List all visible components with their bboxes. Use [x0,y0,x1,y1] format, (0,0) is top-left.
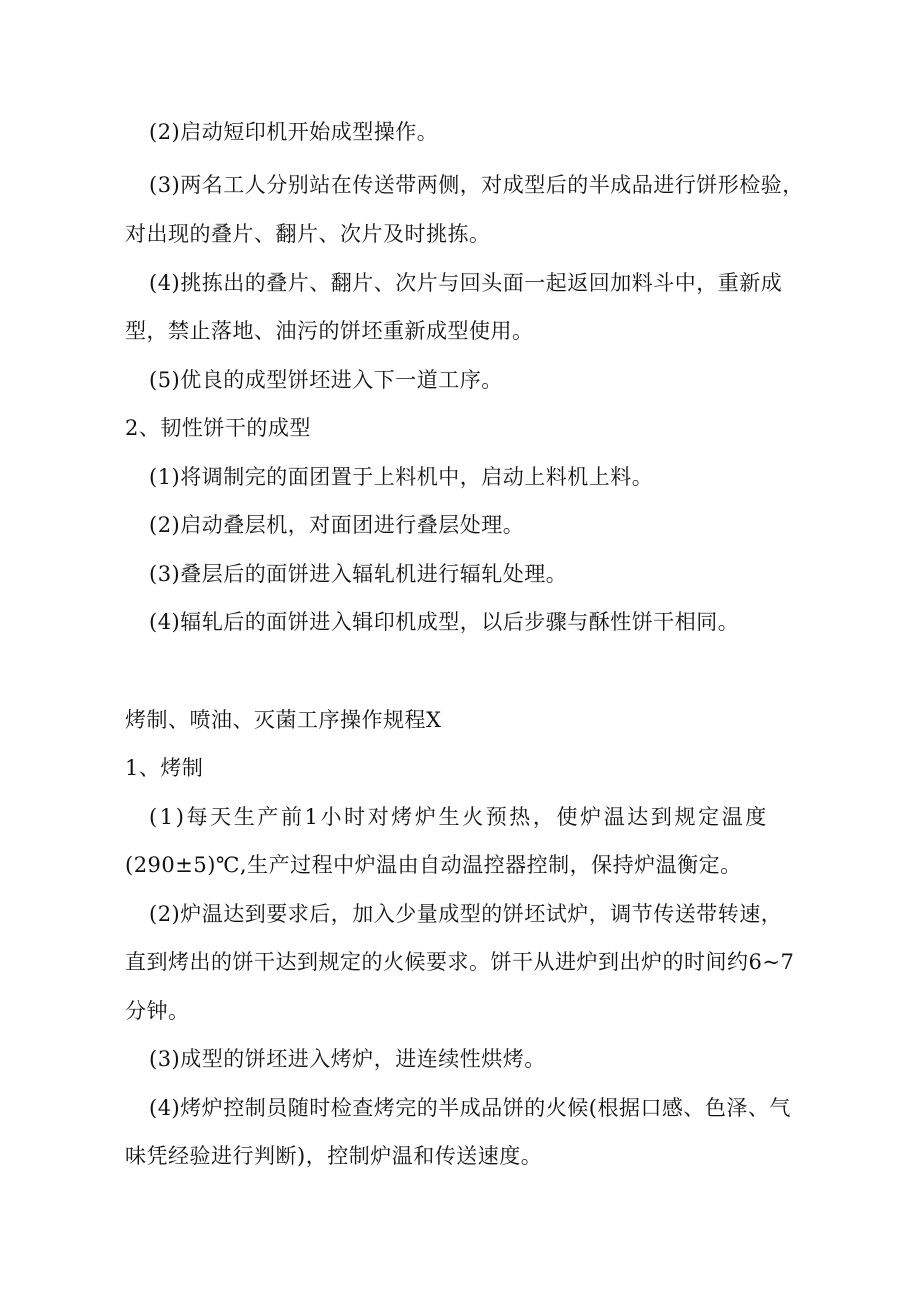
paragraph-line: 分钟。 [125,999,190,1023]
section-title: 烤制、喷油、灭菌工序操作规程X [125,708,442,732]
paragraph-line: (4)辐轧后的面饼进入辑印机成型，以后步骤与酥性饼干相同。 [149,610,740,634]
paragraph-line: (1)每天生产前1小时对烤炉生火预热，使炉温达到规定温度 [149,805,769,829]
paragraph-line: (2)炉温达到要求后，加入少量成型的饼坯试炉，调节传送带转速， [149,902,783,926]
paragraph-line: (290±5)℃,生产过程中炉温由自动温控器控制，保持炉温衡定。 [125,853,742,877]
paragraph-line: (5)优良的成型饼坯进入下一道工序。 [149,368,503,392]
paragraph-line: (2)启动叠层机，对面团进行叠层处理。 [149,513,525,537]
section-heading: 2、韧性饼干的成型 [125,416,311,440]
paragraph-line: (4)挑拣出的叠片、翻片、次片与回头面一起返回加料斗中，重新成 [149,271,783,295]
paragraph-line: (1)将调制完的面团置于上料机中，启动上料机上料。 [149,465,654,489]
paragraph-line: 对出现的叠片、翻片、次片及时挑拣。 [125,222,491,246]
paragraph-line: 直到烤出的饼干达到规定的火候要求。饼干从进炉到出炉的时间约6~7 [125,950,795,974]
paragraph-line: 型，禁止落地、油污的饼坯重新成型使用。 [125,319,534,343]
paragraph-line: 味凭经验进行判断)，控制炉温和传送速度。 [125,1144,543,1168]
paragraph-line: (3)成型的饼坯进入烤炉，进连续性烘烤。 [149,1047,546,1071]
paragraph-line: (2)启动短印机开始成型操作。 [149,120,439,144]
section-heading: 1、烤制 [125,756,204,780]
paragraph-line: (4)烤炉控制员随时检查烤完的半成品饼的火候(根据口感、色泽、气 [149,1096,791,1120]
paragraph-line: (3)叠层后的面饼进入辐轧机进行辐轧处理。 [149,562,568,586]
paragraph-line: (3)两名工人分别站在传送带两侧，对成型后的半成品进行饼形检验， [149,173,804,197]
